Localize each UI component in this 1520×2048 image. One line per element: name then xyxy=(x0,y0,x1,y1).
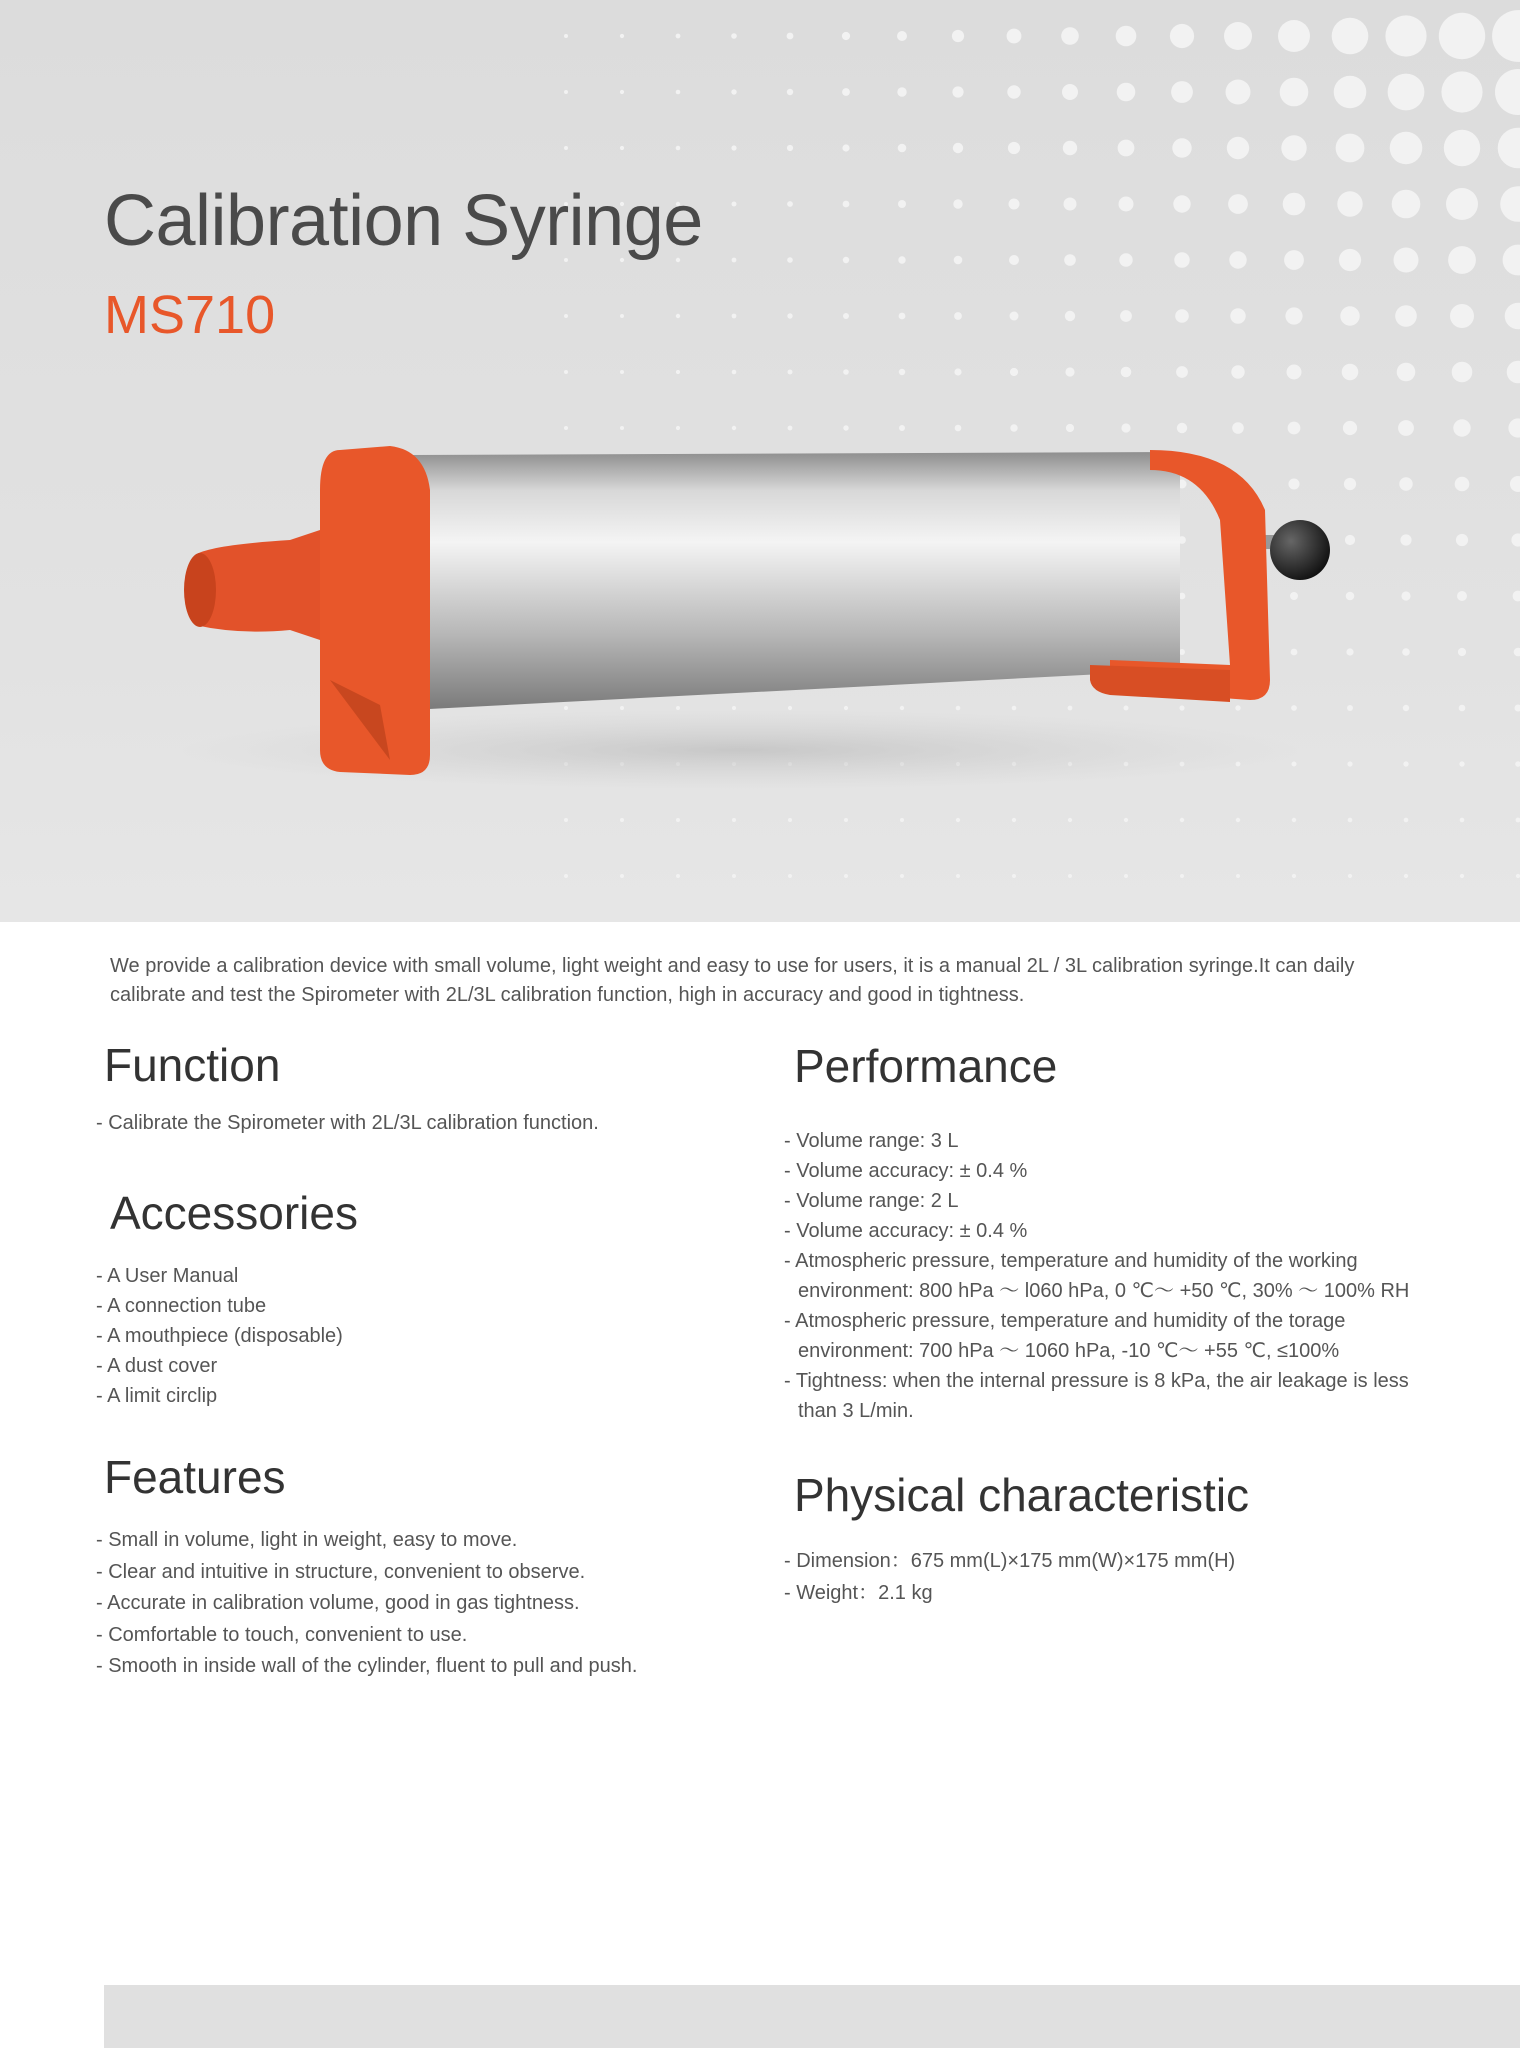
decorative-dot xyxy=(1172,138,1191,157)
decorative-dot xyxy=(1439,13,1485,59)
decorative-dot xyxy=(676,90,681,95)
decorative-dot xyxy=(1116,26,1137,47)
function-list xyxy=(96,1108,736,1138)
list-item: - Clear and intuitive in structure, convenient to observe. xyxy=(96,1557,756,1589)
decorative-dot xyxy=(788,370,793,375)
decorative-dot xyxy=(1404,874,1408,878)
performance-list xyxy=(784,1126,1424,1426)
decorative-dot xyxy=(620,314,624,318)
decorative-dot xyxy=(1007,85,1020,98)
list-item: - Weight：2.1 kg xyxy=(784,1578,1424,1610)
decorative-dot xyxy=(952,30,964,42)
decorative-dot xyxy=(1348,874,1352,878)
decorative-dot xyxy=(844,818,848,822)
decorative-dot xyxy=(1390,132,1423,165)
decorative-dot xyxy=(787,201,793,207)
decorative-dot xyxy=(1170,24,1194,48)
decorative-dot xyxy=(899,313,906,320)
decorative-dot xyxy=(1064,254,1076,266)
decorative-dot xyxy=(676,146,681,151)
decorative-dot xyxy=(1009,199,1020,210)
list-item: - Dimension：675 mm(L)×175 mm(W)×175 mm(H) xyxy=(784,1546,1424,1578)
decorative-dot xyxy=(1492,10,1520,62)
decorative-dot xyxy=(1388,74,1425,111)
decorative-dot xyxy=(1120,310,1132,322)
decorative-dot xyxy=(1385,15,1426,56)
decorative-dot xyxy=(1008,142,1020,154)
decorative-dot xyxy=(1446,188,1478,220)
decorative-dot xyxy=(1403,705,1409,711)
decorative-dot xyxy=(1332,18,1369,55)
list-item: - Accurate in calibration volume, good in gas tightness. xyxy=(96,1588,756,1620)
decorative-dot xyxy=(1516,874,1520,878)
decorative-dot xyxy=(1505,303,1520,330)
decorative-dot xyxy=(1336,134,1365,163)
decorative-dot xyxy=(1068,818,1072,822)
list-item: - Volume accuracy: ± 0.4 % xyxy=(784,1156,1424,1186)
decorative-dot xyxy=(1124,818,1128,822)
list-item: - A mouthpiece (disposable) xyxy=(96,1321,736,1351)
decorative-dot xyxy=(1448,246,1476,274)
decorative-dot xyxy=(1236,874,1240,878)
decorative-dot xyxy=(1226,80,1251,105)
decorative-dot xyxy=(1012,818,1016,822)
decorative-dot xyxy=(564,314,568,318)
decorative-dot xyxy=(1231,365,1244,378)
decorative-dot xyxy=(787,145,793,151)
decorative-dot xyxy=(1514,648,1520,657)
decorative-dot xyxy=(564,370,568,374)
decorative-dot xyxy=(1285,307,1302,324)
decorative-dot xyxy=(676,874,680,878)
decorative-dot xyxy=(1342,364,1359,381)
decorative-dot xyxy=(676,818,680,822)
decorative-dot xyxy=(788,818,792,822)
decorative-dot xyxy=(1460,818,1465,823)
decorative-dot xyxy=(1176,366,1188,378)
decorative-dot xyxy=(898,256,905,263)
decorative-dot xyxy=(1459,705,1466,712)
decorative-dot xyxy=(1173,195,1190,212)
decorative-dot xyxy=(1068,874,1072,878)
decorative-dot xyxy=(732,202,737,207)
decorative-dot xyxy=(1507,361,1520,384)
decorative-dot xyxy=(1292,818,1296,822)
decorative-dot xyxy=(787,89,793,95)
decorative-dot xyxy=(1236,818,1240,822)
decorative-dot xyxy=(564,874,568,878)
accessories-heading: Accessories xyxy=(110,1187,358,1239)
decorative-dot xyxy=(1513,591,1520,602)
physical-characteristic-heading: Physical characteristic xyxy=(794,1469,1250,1521)
decorative-dot xyxy=(1401,591,1410,600)
decorative-dot xyxy=(1452,362,1473,383)
decorative-dot xyxy=(1175,309,1189,323)
decorative-dot xyxy=(1404,818,1409,823)
decorative-dot xyxy=(731,145,736,150)
decorative-dot xyxy=(620,370,624,374)
decorative-dot xyxy=(843,313,849,319)
decorative-dot xyxy=(1280,78,1309,107)
decorative-dot xyxy=(1340,306,1359,325)
decorative-dot xyxy=(1444,130,1480,166)
decorative-dot xyxy=(620,146,624,150)
decorative-dot xyxy=(1459,761,1464,766)
intro-paragraph: We provide a calibration device with small volume, light weight and easy to use for users, it is a manual 2L / 3L calibration syringe.It can daily calibrate and test the Spirometer with 2L/3L calibration function, high in accuracy and good in tightness. xyxy=(110,955,1355,1006)
decorative-dot xyxy=(1510,476,1520,492)
decorative-dot xyxy=(898,200,906,208)
decorative-dot xyxy=(1394,248,1419,273)
decorative-dot xyxy=(1500,186,1520,222)
list-item: - A User Manual xyxy=(96,1261,736,1291)
decorative-dot xyxy=(842,144,849,151)
features-heading: Features xyxy=(104,1451,286,1503)
list-item: - Volume range: 3 L xyxy=(784,1126,1424,1156)
hero-banner xyxy=(0,0,1520,922)
decorative-dot xyxy=(954,312,962,320)
list-item: - Atmospheric pressure, temperature and humidity of the working environment: 800 hPa ～ l060 hPa, 0 ℃～ +50 ℃, 30% ～ 100% RH xyxy=(784,1246,1424,1306)
decorative-dot xyxy=(1515,761,1520,767)
decorative-dot xyxy=(732,258,737,263)
decorative-dot xyxy=(732,818,736,822)
decorative-dot xyxy=(897,87,906,96)
decorative-dot xyxy=(900,818,904,822)
decorative-dot xyxy=(953,143,963,153)
decorative-dot xyxy=(564,818,568,822)
decorative-dot xyxy=(1117,83,1136,102)
physical-list xyxy=(784,1546,1424,1609)
footer-bar xyxy=(104,1985,1520,2048)
decorative-dot xyxy=(1456,534,1468,546)
list-item: - A limit circlip xyxy=(96,1381,736,1411)
decorative-dot xyxy=(1229,251,1246,268)
decorative-dot xyxy=(1063,141,1077,155)
decorative-dot xyxy=(1515,705,1520,712)
decorative-dot xyxy=(1124,874,1128,878)
decorative-dot xyxy=(1395,305,1417,327)
decorative-dot xyxy=(1171,81,1193,103)
decorative-dot xyxy=(1400,534,1411,545)
decorative-dot xyxy=(956,874,960,878)
decorative-dot xyxy=(732,874,736,878)
decorative-dot xyxy=(564,90,568,94)
decorative-dot xyxy=(788,874,792,878)
decorative-dot xyxy=(842,88,850,96)
list-item: - A connection tube xyxy=(96,1291,736,1321)
decorative-dot xyxy=(787,313,792,318)
accessories-list xyxy=(96,1261,736,1411)
decorative-dot xyxy=(676,34,681,39)
decorative-dot xyxy=(1118,140,1135,157)
features-list xyxy=(96,1525,756,1683)
decorative-dot xyxy=(1392,190,1421,219)
decorative-dot xyxy=(1498,128,1520,169)
decorative-dot xyxy=(952,86,963,97)
decorative-dot xyxy=(1402,648,1410,656)
decorative-dot xyxy=(1284,250,1304,270)
decorative-dot xyxy=(1457,591,1467,601)
decorative-dot xyxy=(1339,249,1361,271)
decorative-dot xyxy=(1397,363,1416,382)
decorative-dot xyxy=(843,257,849,263)
decorative-dot xyxy=(1399,477,1412,490)
decorative-dot xyxy=(1010,368,1018,376)
decorative-dot xyxy=(1460,874,1464,878)
decorative-dot xyxy=(620,874,624,878)
decorative-dot xyxy=(954,368,961,375)
decorative-dot xyxy=(844,874,848,878)
decorative-dot xyxy=(620,34,624,38)
decorative-dot xyxy=(1062,84,1078,100)
decorative-dot xyxy=(731,33,737,39)
decorative-dot xyxy=(1455,477,1470,492)
decorative-dot xyxy=(1453,419,1470,436)
decorative-dot xyxy=(1119,197,1134,212)
decorative-dot xyxy=(1065,367,1074,376)
decorative-dot xyxy=(1174,252,1189,267)
list-item: - Small in volume, light in weight, easy to move. xyxy=(96,1525,756,1557)
list-item: - Tightness: when the internal pressure is 8 kPa, the air leakage is less than 3 L/min. xyxy=(784,1366,1424,1426)
decorative-dot xyxy=(1292,874,1296,878)
decorative-dot xyxy=(1503,245,1520,276)
decorative-dot xyxy=(956,818,960,822)
decorative-dot xyxy=(897,31,907,41)
decorative-dot xyxy=(1337,191,1362,216)
decorative-dot xyxy=(620,818,624,822)
decorative-dot xyxy=(564,34,568,38)
decorative-dot xyxy=(732,370,737,375)
decorative-dot xyxy=(1065,311,1075,321)
list-item: - Atmospheric pressure, temperature and humidity of the torage environment: 700 hPa ～ 1060 hPa, -10 ℃～ +55 ℃, ≤100% xyxy=(784,1306,1424,1366)
decorative-dot xyxy=(1180,874,1184,878)
decorative-dot xyxy=(1228,194,1248,214)
decorative-dot xyxy=(1398,420,1414,436)
decorative-dot xyxy=(1441,71,1482,112)
decorative-dot xyxy=(1287,365,1302,380)
decorative-dot xyxy=(1061,27,1079,45)
list-item: - Calibrate the Spirometer with 2L/3L calibration function. xyxy=(96,1108,736,1138)
decorative-dot xyxy=(900,874,904,878)
decorative-dot xyxy=(843,201,850,208)
decorative-dot xyxy=(1012,874,1016,878)
decorative-dot xyxy=(731,89,736,94)
decorative-dot xyxy=(1450,304,1474,328)
list-item: - Volume accuracy: ± 0.4 % xyxy=(784,1216,1424,1246)
decorative-dot xyxy=(1180,818,1184,822)
decorative-dot xyxy=(842,32,850,40)
decorative-dot xyxy=(1403,761,1408,766)
decorative-dot xyxy=(1283,193,1306,216)
decorative-dot xyxy=(620,90,624,94)
decorative-dot xyxy=(1511,533,1520,546)
decorative-dot xyxy=(1119,253,1132,266)
page-title: Calibration Syringe xyxy=(104,181,703,261)
decorative-dot xyxy=(1224,22,1252,50)
performance-heading: Performance xyxy=(794,1040,1058,1092)
decorative-dot xyxy=(1007,29,1022,44)
decorative-dot xyxy=(732,314,737,319)
calibration-syringe-image xyxy=(180,430,1360,810)
decorative-dot xyxy=(843,369,849,375)
list-item: - Volume range: 2 L xyxy=(784,1186,1424,1216)
decorative-dot xyxy=(1508,418,1520,437)
decorative-dot xyxy=(1495,69,1520,115)
decorative-dot xyxy=(1334,76,1367,109)
function-heading: Function xyxy=(104,1039,281,1091)
decorative-dot xyxy=(1348,818,1353,823)
decorative-dot xyxy=(1010,312,1019,321)
decorative-dot xyxy=(787,33,794,40)
decorative-dot xyxy=(1516,818,1520,823)
decorative-dot xyxy=(899,369,905,375)
decorative-dot xyxy=(953,199,962,208)
decorative-dot xyxy=(1230,308,1245,323)
decorative-dot xyxy=(1278,20,1310,52)
decorative-dot xyxy=(787,257,793,263)
decorative-dot xyxy=(1458,648,1466,656)
list-item: - Comfortable to touch, convenient to use. xyxy=(96,1620,756,1652)
decorative-dot xyxy=(1064,198,1077,211)
decorative-dot xyxy=(898,144,907,153)
list-item: - Smooth in inside wall of the cylinder, fluent to pull and push. xyxy=(96,1651,756,1683)
decorative-dot xyxy=(676,370,680,374)
list-item: - A dust cover xyxy=(96,1351,736,1381)
decorative-dot xyxy=(954,256,963,265)
decorative-dot xyxy=(1227,137,1249,159)
model-number: MS710 xyxy=(104,285,276,345)
decorative-dot xyxy=(564,146,568,150)
decorative-dot xyxy=(676,314,680,318)
decorative-dot xyxy=(1009,255,1019,265)
decorative-dot xyxy=(1121,367,1132,378)
decorative-dot xyxy=(1281,135,1306,160)
